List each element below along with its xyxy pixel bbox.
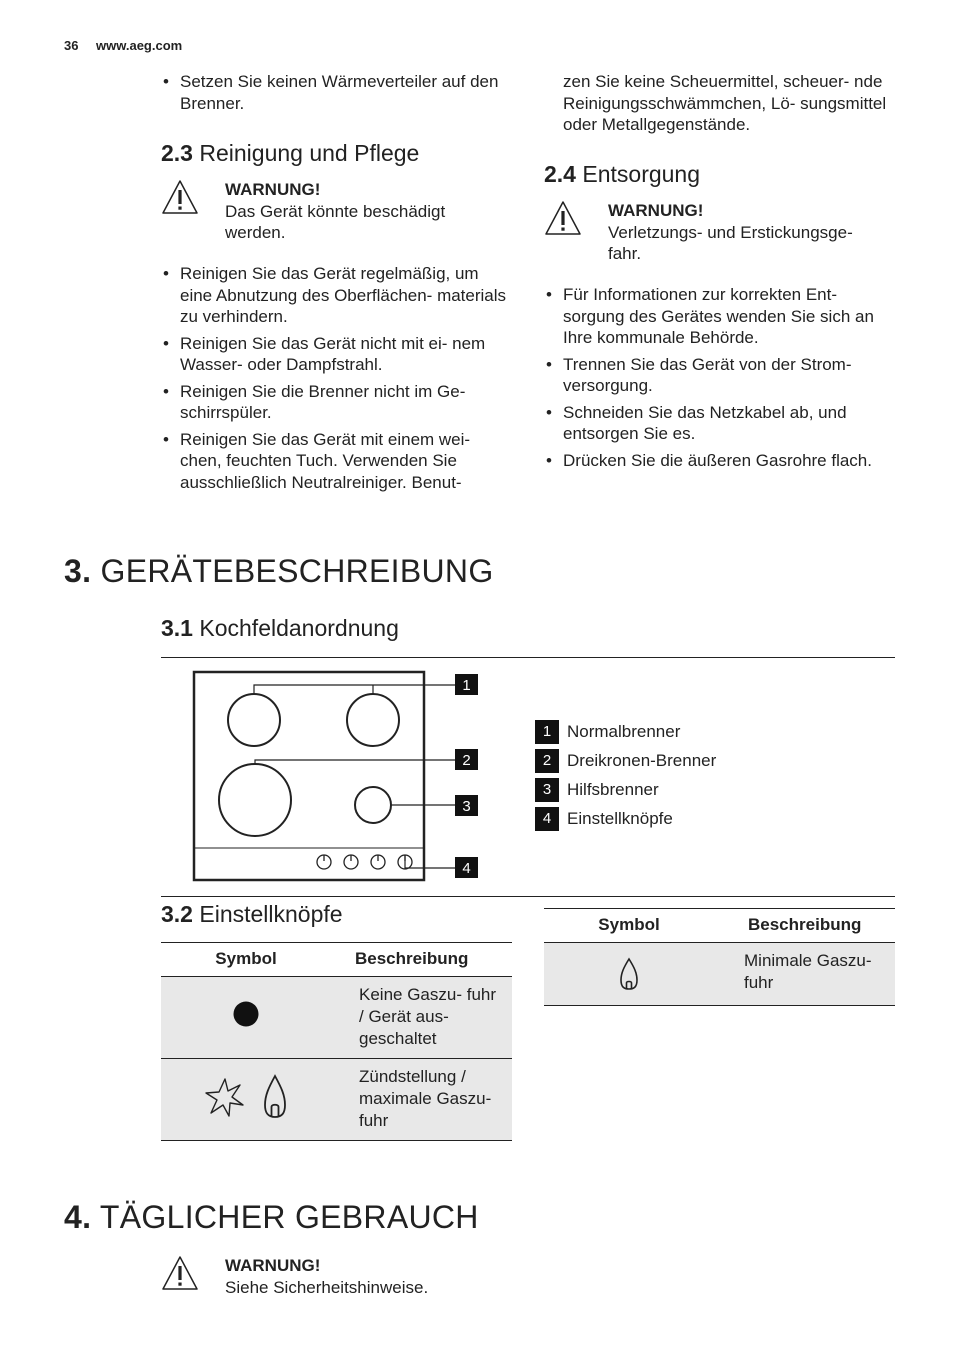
symbol-cell — [161, 1059, 331, 1141]
page-number: 36 — [64, 38, 79, 53]
triple-crown-burner — [219, 764, 291, 836]
section-3-2-heading — [161, 900, 343, 928]
section-divider — [161, 896, 895, 897]
list-item: • Drücken Sie die äußeren Gasrohre flach. — [544, 450, 894, 472]
table-row — [544, 943, 895, 1006]
chapter-number: 3. — [64, 553, 92, 589]
symbol-cell — [161, 977, 331, 1059]
header-url: www.aeg.com — [96, 38, 183, 53]
table-header-description: Beschreibung — [714, 909, 895, 943]
warning-title: WARNUNG! — [225, 180, 321, 199]
warning-text: Das Gerät könnte beschädigt werden. — [225, 201, 446, 242]
legend-item — [535, 717, 716, 746]
table-header-symbol: Symbol — [161, 943, 331, 977]
section-number: 2.3 — [161, 140, 193, 166]
list-item: • Trennen Sie das Gerät von der Strom- versorgung. — [544, 354, 894, 397]
chapter-title: TÄGLICHER GEBRAUCH — [99, 1199, 479, 1235]
hob-layout-diagram — [190, 668, 490, 884]
warning-box-2-4 — [544, 200, 889, 265]
list-item: • Reinigen Sie das Gerät nicht mit ei- nem Wasser- oder Dampfstrahl. — [161, 333, 511, 376]
section-2-4-heading — [544, 160, 700, 188]
large-flame-icon — [262, 1073, 288, 1119]
svg-text:4: 4 — [462, 860, 471, 877]
warning-triangle-icon — [544, 200, 582, 236]
section-number: 3.2 — [161, 901, 193, 927]
callout-number-4 — [455, 857, 478, 878]
small-flame-icon — [619, 957, 639, 991]
section-number: 2.4 — [544, 161, 576, 187]
legend-item — [535, 746, 716, 775]
table-header-symbol: Symbol — [544, 909, 714, 943]
list-item: • Reinigen Sie das Gerät mit einem wei- chen, feuchten Tuch. Verwenden Sie ausschließlich Neutralreiniger. Benut- — [161, 429, 511, 494]
warning-text: Verletzungs- und Erstickungsge- fahr. — [608, 222, 853, 263]
chapter-4-heading — [64, 1198, 479, 1236]
symbol-cell — [544, 943, 714, 1006]
filled-circle-icon — [232, 1000, 260, 1028]
callout-number-3 — [455, 795, 478, 816]
auxiliary-burner — [355, 787, 391, 823]
svg-text:1: 1 — [462, 677, 471, 694]
warning-box-4 — [161, 1255, 506, 1298]
table-row — [161, 977, 512, 1059]
list-item: • Für Informationen zur korrekten Ent- sorgung des Gerätes wenden Sie sich an Ihre kommunale Behörde. — [544, 284, 894, 349]
ignition-spark-icon — [204, 1075, 246, 1119]
list-item: • Setzen Sie keinen Wärmeverteiler auf den Brenner. — [161, 71, 511, 114]
continuation-text: zen Sie keine Scheuermittel, scheuer- nde Reinigungsschwämmchen, Lö- sungsmittel oder Metallgegenstände. — [563, 72, 887, 134]
knob-symbol-table — [161, 942, 512, 1141]
section-title: Kochfeldanordnung — [199, 615, 399, 641]
list-item: • Reinigen Sie die Brenner nicht im Ge- schirrspüler. — [161, 381, 511, 424]
list-item: • Schneiden Sie das Netzkabel ab, und entsorgen Sie es. — [544, 402, 894, 445]
legend-label: Einstellknöpfe — [567, 808, 673, 828]
svg-text:3: 3 — [462, 798, 471, 815]
legend-label: Dreikronen-Brenner — [567, 750, 717, 770]
knob-symbol-table-2 — [544, 908, 895, 1006]
table-row — [161, 1059, 512, 1141]
warning-title: WARNUNG! — [225, 1256, 321, 1275]
warning-triangle-icon — [161, 179, 199, 215]
callout-number-2 — [455, 749, 478, 770]
description-cell: Minimale Gaszu- fuhr — [714, 943, 895, 1006]
svg-text:2: 2 — [462, 752, 471, 769]
section-title: Einstellknöpfe — [199, 901, 343, 927]
warning-text: Siehe Sicherheitshinweise. — [225, 1277, 429, 1297]
bullet-list-2-4 — [544, 284, 894, 476]
legend-label: Hilfsbrenner — [567, 779, 659, 799]
callout-number-1 — [455, 674, 478, 695]
section-number: 3.1 — [161, 615, 193, 641]
list-item: • Reinigen Sie das Gerät regelmäßig, um eine Abnutzung des Oberflächen- materials zu verhindern. — [161, 263, 511, 328]
legend-number: 3 — [535, 778, 559, 802]
legend-number: 2 — [535, 749, 559, 773]
legend-item — [535, 775, 716, 804]
legend-item — [535, 804, 716, 833]
warning-triangle-icon — [161, 1255, 199, 1291]
section-divider — [161, 657, 895, 658]
legend-label: Normalbrenner — [567, 721, 681, 741]
diagram-legend — [535, 717, 716, 833]
chapter-title: GERÄTEBESCHREIBUNG — [100, 553, 494, 589]
table-header-description: Beschreibung — [331, 943, 512, 977]
section-2-3-heading — [161, 139, 419, 167]
warning-title: WARNUNG! — [608, 201, 704, 220]
section-title: Reinigung und Pflege — [199, 140, 420, 166]
legend-number: 4 — [535, 807, 559, 831]
warning-box-2-3 — [161, 179, 506, 244]
normal-burner-right — [347, 694, 399, 746]
chapter-number: 4. — [64, 1199, 92, 1235]
legend-number: 1 — [535, 720, 559, 744]
description-cell: Keine Gaszu- fuhr / Gerät aus- geschaltet — [331, 977, 512, 1059]
control-knobs — [317, 855, 412, 869]
description-cell: Zündstellung / maximale Gaszu- fuhr — [331, 1059, 512, 1141]
intro-bullet-list — [161, 71, 511, 119]
bullet-list-2-3 — [161, 263, 511, 498]
normal-burner-left — [228, 694, 280, 746]
section-3-1-heading — [161, 614, 399, 642]
chapter-3-heading — [64, 552, 494, 590]
section-title: Entsorgung — [582, 161, 701, 187]
